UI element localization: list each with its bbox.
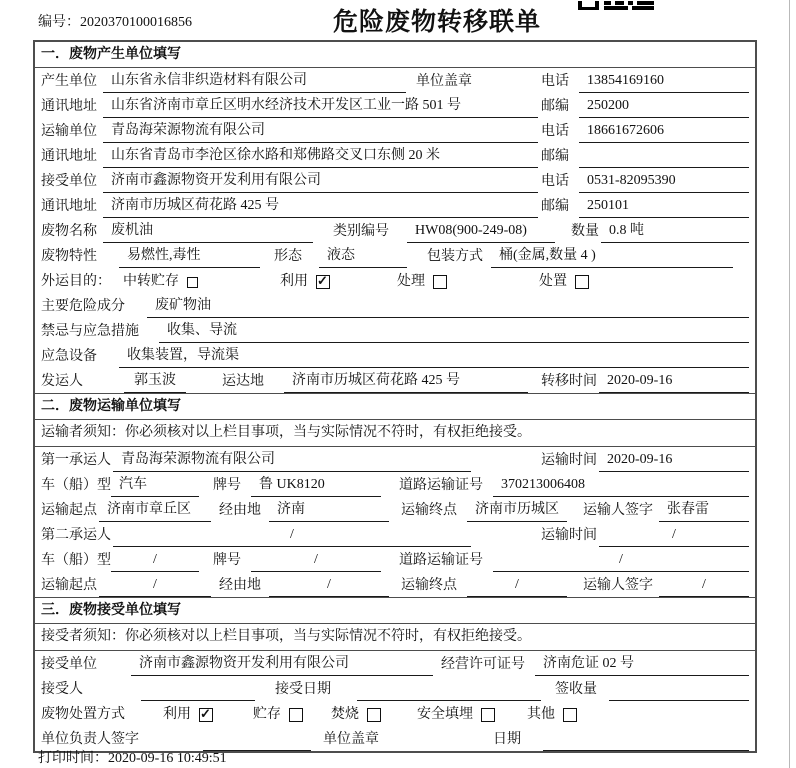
vehicle2-plate-value: / (251, 549, 381, 572)
carrier2-value: / (113, 524, 471, 547)
route1-start-label: 运输起点 (41, 503, 97, 518)
received-qty-label: 签收量 (555, 682, 597, 697)
disposal-utilize-label: 利用 (163, 707, 191, 722)
row-receiver (35, 168, 755, 193)
serial-number-line (38, 11, 192, 31)
receiver-address-value: 济南市历城区荷花路 425 号 (103, 195, 538, 218)
receiver-label: 接受单位 (41, 174, 97, 189)
purpose-option-storage-label: 中转贮存 (123, 274, 179, 289)
vehicle1-plate-value: 鲁 UK8120 (251, 474, 381, 497)
vehicle1-plate-label: 牌号 (213, 478, 241, 493)
route1-end-label: 运输终点 (401, 503, 457, 518)
section2-notice: 运输者须知：你必须核对以上栏目事项，当与实际情况不符时，有权拒绝接受。 (35, 420, 755, 447)
destination-label: 运达地 (222, 374, 264, 389)
quantity-label: 数量 (571, 224, 599, 239)
packaging-label: 包装方式 (427, 249, 483, 264)
route2-via-value: / (269, 574, 389, 597)
route1-via-value: 济南 (269, 499, 389, 522)
row-emergency-equipment (35, 343, 755, 368)
carrier2-label: 第二承运人 (41, 528, 111, 543)
purpose-option-utilize-label: 利用 (280, 274, 308, 289)
producer-zip-value: 250200 (579, 95, 749, 118)
vehicle1-type-label: 车（船）型 (41, 478, 111, 493)
received-qty-value (609, 678, 749, 701)
accepting-unit-value: 济南市鑫源物资开发利用有限公司 (131, 653, 433, 676)
row-route1 (35, 497, 755, 522)
carrier2-time-value: / (599, 524, 749, 547)
section3-notice: 接受者须知：你必须核对以上栏目事项，当与实际情况不符时，有权拒绝接受。 (35, 624, 755, 651)
receiver-zip-value: 250101 (579, 195, 749, 218)
row-producer-address (35, 93, 755, 118)
route2-start-value: / (99, 574, 211, 597)
accepting-unit-label: 接受单位 (41, 657, 97, 672)
emergency-measures-label: 禁忌与应急措施 (41, 324, 139, 339)
vehicle2-permit-label: 道路运输证号 (399, 553, 483, 568)
serial-value: 2020370100016856 (80, 15, 192, 30)
vehicle1-permit-label: 道路运输证号 (399, 478, 483, 493)
row-transporter (35, 118, 755, 143)
print-time: 打印时间：2020-09-16 10:49:51 (38, 751, 227, 766)
producer-value: 山东省永信非织造材料有限公司 (103, 70, 406, 93)
main-component-value: 废矿物油 (147, 295, 749, 318)
transporter-zip-value (579, 145, 749, 168)
accept-date-label: 接受日期 (275, 682, 331, 697)
route1-sign-value: 张春雷 (659, 499, 749, 522)
disposal-other-label: 其他 (527, 707, 555, 722)
row-emergency-measures (35, 318, 755, 343)
emergency-measures-value: 收集、导流 (159, 320, 749, 343)
route2-start-label: 运输起点 (41, 578, 97, 593)
physical-form-value: 液态 (319, 245, 407, 268)
row-route2 (35, 572, 755, 597)
destination-value: 济南市历城区荷花路 425 号 (284, 370, 528, 393)
route2-sign-label: 运输人签字 (583, 578, 653, 593)
row-vehicle1 (35, 472, 755, 497)
transporter-label: 运输单位 (41, 124, 97, 139)
disposal-landfill-label: 安全填埋 (417, 707, 473, 722)
producer-zip-label: 邮编 (541, 99, 569, 114)
route2-end-label: 运输终点 (401, 578, 457, 593)
disposal-incinerate-checkbox (367, 708, 381, 722)
serial-label: 编号： (38, 15, 80, 30)
packaging-value: 桶(金属,数量 4 ) (491, 245, 733, 268)
route2-end-value: / (467, 574, 567, 597)
section3-header: 三．废物接受单位填写 (35, 597, 755, 624)
transporter-address-value: 山东省青岛市李沧区徐水路和郑佛路交叉口东侧 20 米 (103, 145, 538, 168)
producer-label: 产生单位 (41, 74, 97, 89)
waste-traits-value: 易燃性,毒性 (119, 245, 260, 268)
row-transporter-address (35, 143, 755, 168)
row-waste-traits (35, 243, 755, 268)
transporter-value: 青岛海荣源物流有限公司 (103, 120, 538, 143)
page-title: 危险废物转移联单 (333, 8, 542, 36)
acceptor-value (141, 678, 255, 701)
receiver-address-label: 通讯地址 (41, 199, 97, 214)
unit-seal-label: 单位盖章 (416, 74, 472, 89)
purpose-option-dispose-label: 处置 (539, 274, 567, 289)
route1-start-value: 济南市章丘区 (99, 499, 211, 522)
dispatcher-value: 郭玉波 (124, 370, 186, 393)
row-main-component (35, 293, 755, 318)
category-code-value: HW08(900-249-08) (407, 220, 555, 243)
receiver-phone-value: 0531-82095390 (579, 170, 749, 193)
producer-phone-label: 电话 (541, 74, 569, 89)
carrier1-time-value: 2020-09-16 (599, 449, 749, 472)
section2-header: 二．废物运输单位填写 (35, 393, 755, 420)
purpose-storage-checkbox (187, 277, 198, 288)
acceptor-label: 接受人 (41, 682, 83, 697)
transporter-phone-value: 18661672606 (579, 120, 749, 143)
dispatcher-label: 发运人 (41, 374, 83, 389)
physical-form-label: 形态 (274, 249, 302, 264)
disposal-landfill-checkbox (481, 708, 495, 722)
sign-date-label: 日期 (493, 732, 521, 747)
route1-end-value: 济南市历城区 (467, 499, 567, 522)
waste-name-label: 废物名称 (41, 224, 97, 239)
main-component-label: 主要危险成分 (41, 299, 125, 314)
license-label: 经营许可证号 (441, 657, 525, 672)
responsible-signature-label: 单位负责人签字 (41, 732, 139, 747)
route2-sign-value: / (659, 574, 749, 597)
carrier1-time-label: 运输时间 (541, 453, 597, 468)
route1-via-label: 经由地 (219, 503, 261, 518)
disposal-utilize-checkbox (199, 708, 213, 722)
disposal-method-label: 废物处置方式 (41, 707, 125, 722)
section1-header: 一．废物产生单位填写 (35, 42, 755, 68)
disposal-other-checkbox (563, 708, 577, 722)
vehicle2-plate-label: 牌号 (213, 553, 241, 568)
vehicle1-permit-value: 370213006408 (493, 474, 749, 497)
route2-via-label: 经由地 (219, 578, 261, 593)
receiver-phone-label: 电话 (541, 174, 569, 189)
row-disposal-method (35, 701, 755, 726)
disposal-store-checkbox (289, 708, 303, 722)
vehicle2-type-label: 车（船）型 (41, 553, 111, 568)
carrier1-label: 第一承运人 (41, 453, 111, 468)
emergency-equipment-label: 应急设备 (41, 349, 97, 364)
vehicle2-type-value: / (111, 549, 199, 572)
purpose-utilize-checkbox (316, 275, 330, 289)
receiver-zip-label: 邮编 (541, 199, 569, 214)
row-vehicle2 (35, 547, 755, 572)
disposal-incinerate-label: 焚烧 (331, 707, 359, 722)
waste-traits-label: 废物特性 (41, 249, 97, 264)
route1-sign-label: 运输人签字 (583, 503, 653, 518)
waste-name-value: 废机油 (103, 220, 313, 243)
row-waste-name (35, 218, 755, 243)
purpose-dispose-checkbox (575, 275, 589, 289)
page-right-edge-divider (789, 0, 790, 768)
row-dispatch (35, 368, 755, 393)
row-receiver-address (35, 193, 755, 218)
carrier1-value: 青岛海荣源物流有限公司 (113, 449, 471, 472)
category-code-label: 类别编号 (333, 224, 389, 239)
row-accepting-unit (35, 651, 755, 676)
carrier2-time-label: 运输时间 (541, 528, 597, 543)
producer-address-label: 通讯地址 (41, 99, 97, 114)
license-value: 济南危证 02 号 (535, 653, 749, 676)
purpose-treat-checkbox (433, 275, 447, 289)
row-producer (35, 68, 755, 93)
transporter-zip-label: 邮编 (541, 149, 569, 164)
transfer-time-label: 转移时间 (541, 374, 597, 389)
quantity-value: 0.8 吨 (601, 220, 749, 243)
disposal-store-label: 贮存 (253, 707, 281, 722)
producer-phone-value: 13854169160 (579, 70, 749, 93)
emergency-equipment-value: 收集装置，导流渠 (119, 345, 749, 368)
row-acceptance (35, 676, 755, 701)
row-transfer-purpose (35, 268, 755, 293)
transfer-time-value: 2020-09-16 (599, 370, 749, 393)
sign-date-value (543, 728, 749, 751)
transporter-address-label: 通讯地址 (41, 149, 97, 164)
row-carrier2 (35, 522, 755, 547)
receiver-value: 济南市鑫源物资开发利用有限公司 (103, 170, 538, 193)
qr-code-fragment-icon (578, 0, 654, 16)
row-carrier1 (35, 447, 755, 472)
vehicle2-permit-value: / (493, 549, 749, 572)
unit-seal-label-2: 单位盖章 (323, 732, 379, 747)
vehicle1-type-value: 汽车 (111, 474, 199, 497)
transporter-phone-label: 电话 (541, 124, 569, 139)
transfer-form-table (33, 40, 757, 753)
purpose-option-treat-label: 处理 (397, 274, 425, 289)
purpose-label: 外运目的： (41, 274, 111, 289)
producer-address-value: 山东省济南市章丘区明水经济技术开发区工业一路 501 号 (103, 95, 538, 118)
accept-date-value (357, 678, 541, 701)
